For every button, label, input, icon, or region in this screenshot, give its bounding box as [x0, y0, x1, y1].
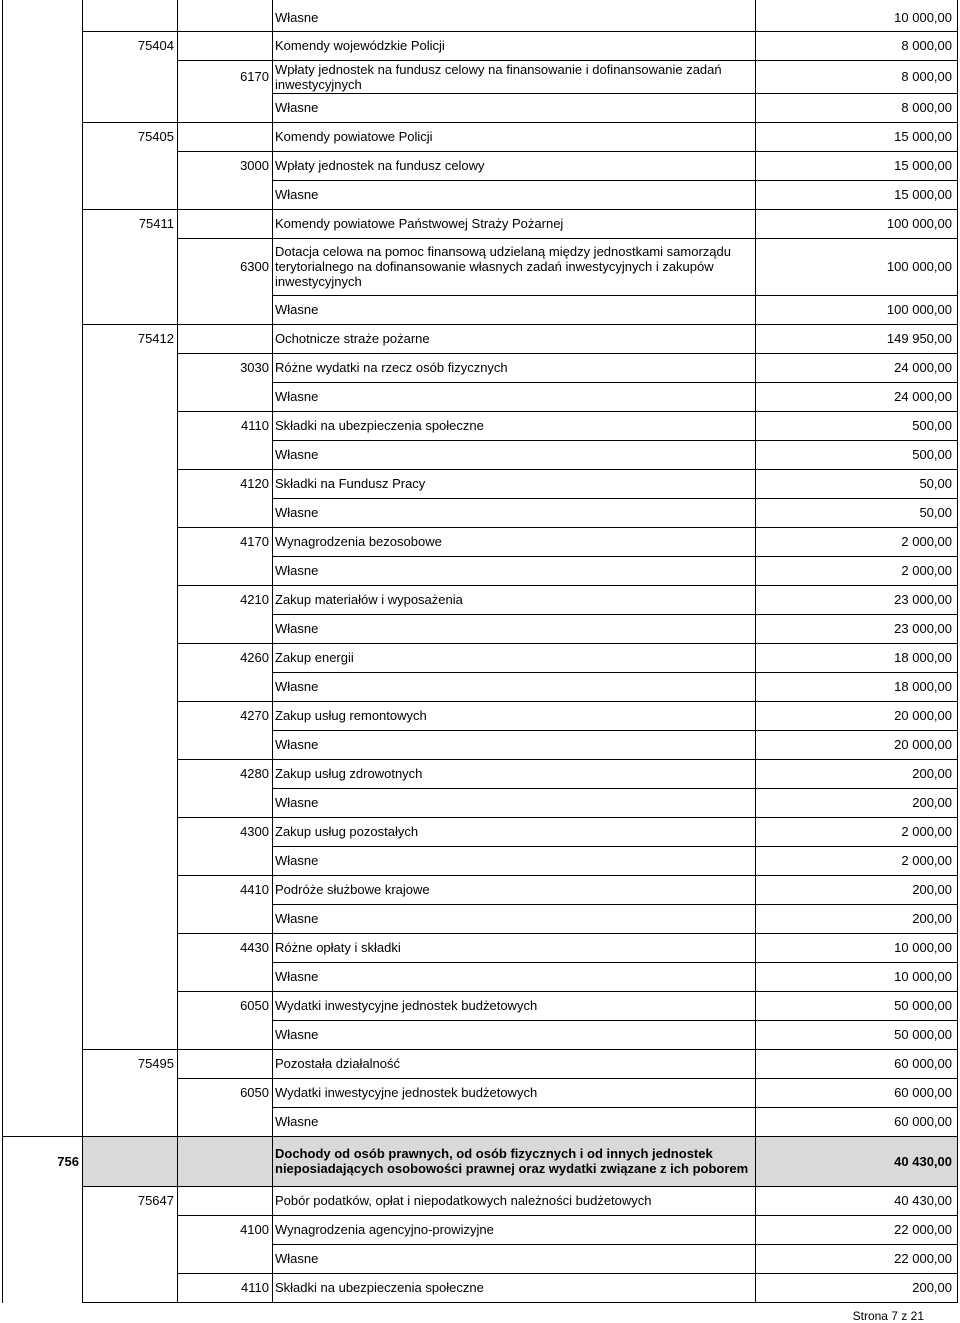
row-description: Własne	[275, 447, 319, 462]
row-amount: 200,00	[912, 1280, 952, 1295]
row-amount: 15 000,00	[894, 187, 952, 202]
rozdzial-code: 75495	[137, 1056, 174, 1071]
grid-line	[177, 991, 958, 992]
paragraf-code: 6170	[240, 69, 269, 84]
row-amount: 500,00	[912, 447, 952, 462]
row-description: Własne	[275, 100, 319, 115]
row-description: Pozostała działalność	[275, 1056, 401, 1071]
row-description: Wynagrodzenia bezosobowe	[275, 534, 442, 549]
row-description: Własne	[275, 187, 319, 202]
grid-line	[177, 643, 958, 644]
row-description: Wydatki inwestycyjne jednostek budżetowych	[275, 1085, 538, 1100]
paragraf-code: 4300	[240, 824, 269, 839]
grid-line	[272, 788, 958, 789]
grid-line	[272, 498, 958, 499]
row-amount: 50 000,00	[894, 1027, 952, 1042]
row-amount: 200,00	[912, 795, 952, 810]
paragraf-code: 4260	[240, 650, 269, 665]
grid-line	[82, 1302, 958, 1303]
paragraf-code: 3000	[240, 158, 269, 173]
grid-line	[177, 411, 958, 412]
grid-line	[177, 701, 958, 702]
grid-line	[82, 1049, 958, 1050]
row-amount: 40 430,00	[894, 1193, 952, 1208]
grid-line	[272, 1107, 958, 1108]
row-amount: 24 000,00	[894, 360, 952, 375]
row-description: Własne	[275, 1251, 319, 1266]
grid-line	[177, 527, 958, 528]
grid-line	[272, 440, 958, 441]
row-amount: 200,00	[912, 882, 952, 897]
grid-line	[82, 0, 83, 1303]
paragraf-code: 4410	[240, 882, 269, 897]
row-amount: 23 000,00	[894, 592, 952, 607]
row-description: Własne	[275, 853, 319, 868]
row-amount: 10 000,00	[894, 940, 952, 955]
grid-line	[272, 962, 958, 963]
row-amount: 18 000,00	[894, 679, 952, 694]
row-description: Składki na Fundusz Pracy	[275, 476, 426, 491]
row-description: Składki na ubezpieczenia społeczne	[275, 418, 484, 433]
grid-line	[272, 614, 958, 615]
row-amount: 200,00	[912, 911, 952, 926]
row-description: Własne	[275, 9, 319, 25]
rozdzial-code: 75405	[137, 129, 174, 144]
row-amount: 40 430,00	[894, 1153, 952, 1169]
grid-line	[2, 0, 3, 1303]
grid-line	[177, 759, 958, 760]
grid-line	[177, 353, 958, 354]
row-amount: 24 000,00	[894, 389, 952, 404]
row-amount: 50,00	[919, 476, 952, 491]
grid-line	[177, 469, 958, 470]
grid-line	[177, 585, 958, 586]
row-description: Własne	[275, 302, 319, 317]
grid-line	[82, 31, 958, 32]
rozdzial-code: 75411	[138, 216, 174, 231]
row-description: Własne	[275, 563, 319, 578]
row-description: Składki na ubezpieczenia społeczne	[275, 1280, 484, 1295]
grid-line	[177, 817, 958, 818]
row-amount: 500,00	[912, 418, 952, 433]
grid-line	[272, 180, 958, 181]
row-amount: 60 000,00	[894, 1085, 952, 1100]
paragraf-code: 4110	[241, 418, 269, 433]
rozdzial-code: 75404	[137, 38, 174, 53]
row-amount: 8 000,00	[901, 69, 952, 84]
grid-line	[272, 295, 958, 296]
row-amount: 2 000,00	[901, 824, 952, 839]
row-amount: 8 000,00	[901, 38, 952, 53]
paragraf-code: 6300	[240, 259, 269, 274]
grid-line	[177, 151, 958, 152]
grid-line	[272, 904, 958, 905]
row-description: Własne	[275, 621, 319, 636]
row-description: Własne	[275, 795, 319, 810]
row-description: Własne	[275, 679, 319, 694]
grid-line	[82, 324, 958, 325]
row-description: Dotacja celowa na pomoc finansową udzielaną między jednostkami samorządu terytorialnego na dofinansowanie własnych zadań inwestycyjnych i zakupów inwestycyjnych	[275, 244, 731, 289]
paragraf-code: 4110	[241, 1280, 269, 1295]
paragraf-code: 4270	[240, 708, 269, 723]
grid-line	[272, 1020, 958, 1021]
row-description: Różne wydatki na rzecz osób fizycznych	[275, 360, 508, 375]
row-amount: 60 000,00	[894, 1056, 952, 1071]
row-description: Wydatki inwestycyjne jednostek budżetowych	[275, 998, 538, 1013]
grid-line	[177, 238, 958, 239]
dzial-code: 756	[57, 1153, 79, 1169]
row-amount: 50 000,00	[894, 998, 952, 1013]
row-amount: 100 000,00	[886, 216, 952, 231]
row-amount: 50,00	[919, 505, 952, 520]
row-description: Zakup usług pozostałych	[275, 824, 419, 839]
grid-line	[272, 1244, 958, 1245]
grid-line	[177, 60, 958, 61]
grid-line	[272, 846, 958, 847]
row-description: Różne opłaty i składki	[275, 940, 401, 955]
grid-line	[177, 1215, 958, 1216]
paragraf-code: 6050	[240, 998, 269, 1013]
row-description: Dochody od osób prawnych, od osób fizycznych i od innych jednostek nieposiadających osobowości prawnej oraz wydatki związane z ich poborem	[275, 1146, 749, 1176]
grid-line	[177, 1273, 958, 1274]
row-amount: 10 000,00	[894, 9, 952, 25]
paragraf-code: 6050	[240, 1085, 269, 1100]
paragraf-code: 4210	[240, 592, 269, 607]
row-amount: 2 000,00	[901, 853, 952, 868]
row-description: Zakup usług remontowych	[275, 708, 427, 723]
grid-line	[177, 933, 958, 934]
grid-line	[272, 382, 958, 383]
row-amount: 10 000,00	[894, 969, 952, 984]
grid-line	[177, 875, 958, 876]
row-description: Własne	[275, 1027, 319, 1042]
row-amount: 22 000,00	[894, 1222, 952, 1237]
rozdzial-code: 75647	[137, 1193, 174, 1208]
grid-line	[755, 0, 756, 1303]
row-amount: 100 000,00	[886, 302, 952, 317]
row-description: Własne	[275, 969, 319, 984]
row-amount: 2 000,00	[901, 563, 952, 578]
row-description: Podróże służbowe krajowe	[275, 882, 430, 897]
grid-line	[82, 209, 958, 210]
row-amount: 20 000,00	[894, 708, 952, 723]
paragraf-code: 3030	[240, 360, 269, 375]
grid-line	[177, 1078, 958, 1079]
row-description: Wynagrodzenia agencyjno-prowizyjne	[275, 1222, 494, 1237]
grid-line	[177, 0, 178, 1303]
row-description: Zakup materiałów i wyposażenia	[275, 592, 463, 607]
row-amount: 23 000,00	[894, 621, 952, 636]
row-description: Pobór podatków, opłat i niepodatkowych należności budżetowych	[275, 1193, 652, 1208]
row-description: Własne	[275, 911, 319, 926]
grid-line	[272, 0, 273, 1303]
row-amount: 15 000,00	[894, 158, 952, 173]
row-amount: 2 000,00	[901, 534, 952, 549]
grid-line	[272, 672, 958, 673]
row-description: Własne	[275, 389, 319, 404]
paragraf-code: 4430	[240, 940, 269, 955]
row-description: Wpłaty jednostek na fundusz celowy	[275, 158, 485, 173]
row-description: Komendy wojewódzkie Policji	[275, 38, 445, 53]
row-description: Komendy powiatowe Państwowej Straży Pożarnej	[275, 216, 564, 231]
page-number: Strona 7 z 21	[852, 1309, 924, 1323]
grid-line	[272, 556, 958, 557]
grid-line	[82, 1186, 958, 1187]
row-amount: 100 000,00	[886, 259, 952, 274]
row-description: Własne	[275, 505, 319, 520]
row-amount: 18 000,00	[894, 650, 952, 665]
grid-line	[272, 730, 958, 731]
paragraf-code: 4100	[240, 1222, 269, 1237]
row-description: Zakup energii	[275, 650, 354, 665]
rozdzial-code: 75412	[137, 331, 174, 346]
row-amount: 60 000,00	[894, 1114, 952, 1129]
paragraf-code: 4120	[240, 476, 269, 491]
row-description: Komendy powiatowe Policji	[275, 129, 433, 144]
row-amount: 200,00	[912, 766, 952, 781]
grid-line	[957, 0, 958, 1303]
row-description: Wpłaty jednostek na fundusz celowy na finansowanie i dofinansowanie zadań inwestycyjnych	[275, 61, 722, 92]
paragraf-code: 4170	[240, 534, 269, 549]
row-amount: 20 000,00	[894, 737, 952, 752]
row-description: Ochotnicze straże pożarne	[275, 331, 430, 346]
row-description: Zakup usług zdrowotnych	[275, 766, 423, 781]
row-amount: 15 000,00	[894, 129, 952, 144]
paragraf-code: 4280	[240, 766, 269, 781]
row-description: Własne	[275, 737, 319, 752]
row-amount: 22 000,00	[894, 1251, 952, 1266]
row-description: Własne	[275, 1114, 319, 1129]
grid-line	[272, 93, 958, 94]
grid-line	[2, 1136, 958, 1137]
row-amount: 8 000,00	[901, 100, 952, 115]
grid-line	[82, 122, 958, 123]
row-amount: 149 950,00	[886, 331, 952, 346]
